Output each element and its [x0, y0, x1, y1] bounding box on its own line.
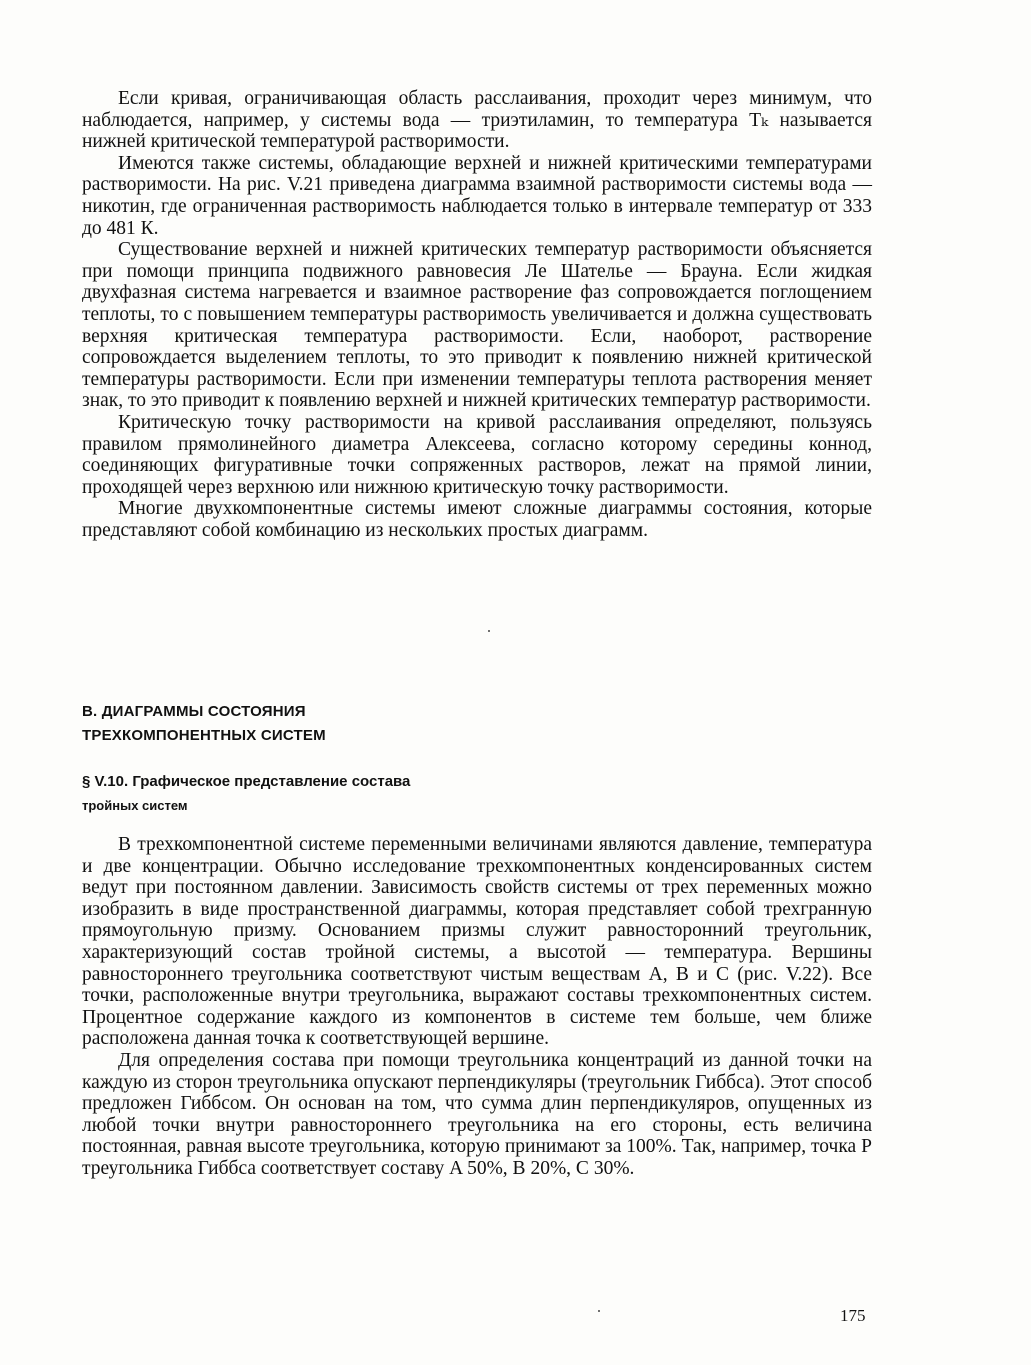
paragraph: В трехкомпонентной системе переменными величинами являются давление, температура и две концентрации. Обычно исследование трехкомпонентных конденсированных систем ведут при постоянном давлении. Зависимость свойств системы от трех переменных можно изобразить в виде пространственной диаграммы, которая представляет собой трехгранную прямоугольную призму. Основанием призмы служит равносторонний треугольник, характеризующий состав тройной системы, а высотой — температура. Вершины равностороннего треугольника соответствуют чистым веществам A, B и C (рис. V.22). Все точки, расположенные внутри треугольника, выражают составы трехкомпонентных систем. Процентное содержание каждого из компонентов в системе тем больше, чем ближе расположена данная точка к соответствующей вершине. — [82, 834, 872, 1050]
print-speck — [598, 1310, 600, 1312]
body-text-top — [82, 88, 872, 541]
body-text-bottom — [82, 834, 872, 1180]
subsection-heading-line-1: § V.10. Графическое представление состава — [82, 773, 411, 790]
paragraph: Многие двухкомпонентные системы имеют сложные диаграммы состояния, которые представляют собой комбинацию из нескольких простых диаграмм. — [82, 498, 872, 541]
subsection-heading-line-2: тройных систем — [82, 798, 188, 813]
section-heading-line-2: ТРЕХКОМПОНЕНТНЫХ СИСТЕМ — [82, 727, 326, 744]
section-heading-line-1: В. ДИАГРАММЫ СОСТОЯНИЯ — [82, 703, 306, 720]
page-number: 175 — [840, 1306, 866, 1325]
paragraph: Имеются также системы, обладающие верхней и нижней критическими температурами растворимости. На рис. V.21 приведена диаграмма взаимной растворимости системы вода — никотин, где ограниченная растворимость наблюдается только в интервале температур от 333 до 481 К. — [82, 152, 872, 239]
paragraph: Существование верхней и нижней критических температур растворимости объясняется при помощи принципа подвижного равновесия Ле Шателье — Брауна. Если жидкая двухфазная система нагревается и взаимное растворение фаз сопровождается поглощением теплоты, то с повышением температуры растворимость увеличивается и должна существовать верхняя критическая температура растворимости. Если, наоборот, растворение сопровождается выделением теплоты, то это приводит к появлению нижней критической температуры растворимости. Если при изменении температуры теплота растворения меняет знак, то это приводит к появлению верхней и нижней критических температур растворимости. — [82, 239, 872, 412]
print-speck — [488, 630, 490, 632]
paragraph: Для определения состава при помощи треугольника концентраций из данной точки на каждую из сторон треугольника опускают перпендикуляры (треугольник Гиббса). Этот способ предложен Гиббсом. Он основан на том, что сумма длин перпендикуляров, опущенных из любой точки внутри равностороннего треугольника на его стороны, есть величина постоянная, равная высоте треугольника, которую принимают за 100%. Так, например, точка P треугольника Гиббса соответствует составу A 50%, B 20%, C 30%. — [82, 1049, 872, 1179]
section-heading — [82, 700, 326, 748]
subsection-heading — [82, 770, 410, 818]
paragraph: Если кривая, ограничивающая область расслаивания, проходит через минимум, что наблюдается, например, у системы вода — триэтиламин, то температура Tₖ называется нижней критической температурой растворимости. — [82, 88, 872, 153]
paragraph: Критическую точку растворимости на кривой расслаивания определяют, пользуясь правилом прямолинейного диаметра Алексеева, согласно которому середины коннод, соединяющих фигуративные точки сопряженных растворов, лежат на прямой линии, проходящей через верхнюю или нижнюю критическую точку растворимости. — [82, 411, 872, 498]
